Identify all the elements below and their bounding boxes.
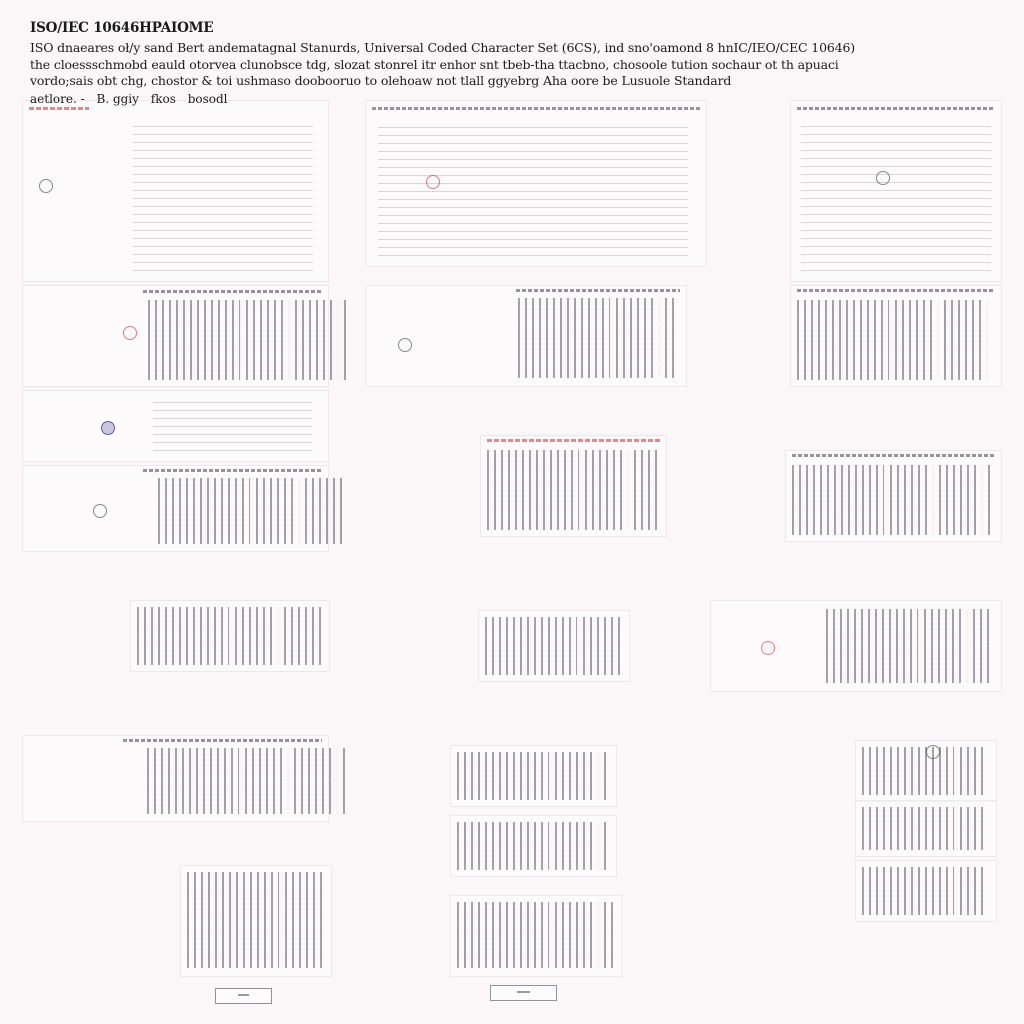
code-chart-panel [710,600,1002,692]
code-chart-panel [790,285,1002,387]
code-chart-panel [450,895,622,977]
character-grid [862,747,988,795]
intro-line-2: the cloessschmobd eauld otorvea clunobsce tdg, slozat stonrel itr enhor snt tbeb-tha ttacbno, chosoole tution sochaur ot th apuaci [30,56,839,72]
panel-header-band [143,290,322,293]
code-chart-panel [22,100,329,282]
page-footer-mark [215,988,272,1004]
code-chart-panel [365,285,687,387]
character-grid [518,298,678,378]
character-grid [487,450,657,530]
code-chart-panel [22,735,329,822]
text-lines [378,121,688,256]
code-chart-panel [790,100,1002,282]
panel-header-band [516,289,680,292]
code-chart-panel [478,610,630,682]
code-chart-panel [450,745,617,807]
panel-header-band [797,107,995,110]
character-grid [457,822,607,870]
code-chart-panel [450,815,617,877]
panel-header-band [123,739,322,742]
code-chart-panel [22,390,329,462]
character-grid [147,748,347,814]
document-header [30,20,856,107]
ref-part-1: aetlore. - [30,91,85,106]
page-footer-mark [490,985,557,1001]
intro-line-3: vordo;sais obt chg, chostor & toi ushmaso doobooruo to olehoaw not tlall ggyebrg Aha oore be Lusuole Standard [30,73,732,88]
annotation-circle [398,338,412,352]
panel-header-band [797,289,995,292]
character-grid [187,872,325,968]
panel-header-band [487,439,660,442]
code-chart-panel [480,435,667,537]
character-grid [457,902,613,968]
document-title: ISO/IEC 10646HPAIOME [30,20,214,36]
annotation-circle [93,504,107,518]
character-grid [792,465,992,535]
code-chart-panel [855,800,997,857]
intro-line-1: ISO dnaeares oł∕y sand Bert andematagnal Stanurds, Universal Coded Character Set (6CS), ind sno'oamond 8 hnIC/IEO/CEC 10646) [30,40,856,55]
panel-header-band [143,469,322,472]
code-chart-panel [785,450,1002,542]
ref-part-3: fkos [150,91,176,106]
character-grid [485,617,621,675]
ref-part-2: B. ggiy [96,91,139,106]
annotation-circle [123,326,137,340]
code-chart-panel [130,600,330,672]
annotation-circle [101,421,115,435]
annotation-circle [761,641,775,655]
annotation-circle [926,745,940,759]
panel-header-band [792,454,995,457]
code-chart-panel [365,100,707,267]
text-lines [133,121,313,271]
code-chart-panel [180,865,332,977]
character-grid [148,300,348,380]
reference-line [30,91,790,107]
annotation-circle [426,175,440,189]
character-grid [862,807,988,850]
panel-header-band [372,107,700,110]
code-chart-panel [22,285,329,387]
character-grid [137,607,321,665]
annotation-circle [39,179,53,193]
code-chart-panel [855,860,997,922]
code-chart-panel [855,740,997,802]
text-lines [153,401,313,451]
character-grid [862,867,988,915]
ref-part-4: bosodl [187,91,228,106]
text-lines [801,121,991,271]
panel-header-band [29,107,89,110]
code-chart-panel [22,465,329,552]
character-grid [826,609,991,683]
character-grid [158,478,346,544]
character-grid [457,752,607,800]
character-grid [797,300,992,380]
annotation-circle [876,171,890,185]
